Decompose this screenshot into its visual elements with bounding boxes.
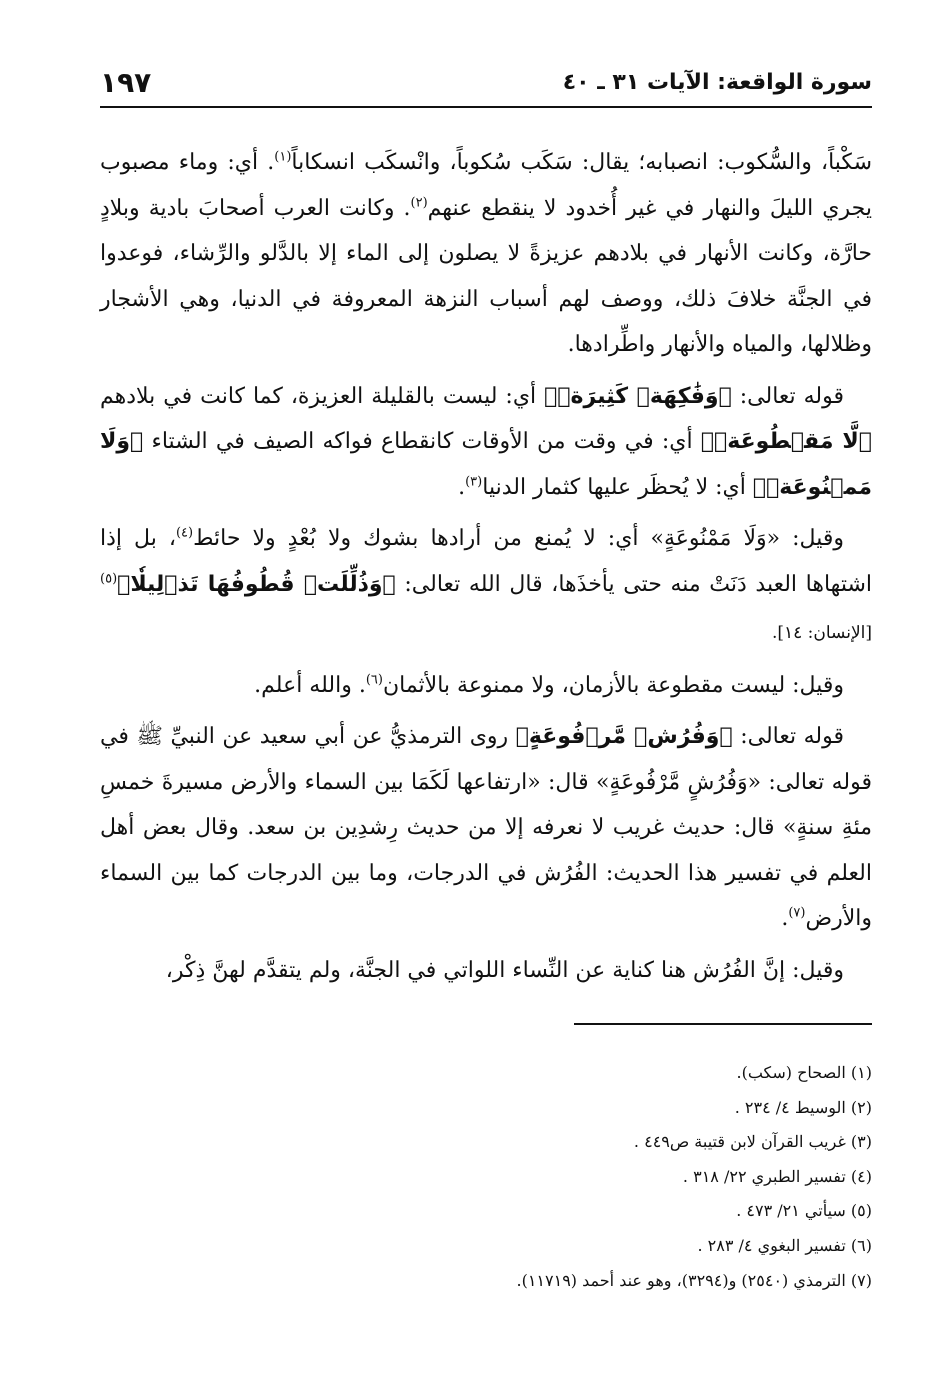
text-run: وقيل: إنَّ الفُرُش هنا كناية عن النِّساء اللواتي في الجنَّة، ولم يتقدَّم لهنَّ ذِكْر، [165,957,844,983]
footnote-separator [574,1023,872,1025]
footnote-ref: (١) [274,149,292,165]
paragraph [100,663,872,709]
paragraph [100,516,872,657]
text-run: . أي: وماء مصبوب يجري الليلَ والنهار في غير أُخدود لا ينقطع عنهم [100,150,872,221]
quran-verse: ﴿وَفَٰكِهَةٖ كَثِيرَةٖ﴾ [544,383,732,409]
paragraph [100,714,872,942]
footnote-ref: (٧) [788,905,806,921]
footnote-ref: (٢) [410,195,428,211]
footnotes [100,1056,872,1298]
footnote: (١) الصحاح (سكب). [736,1063,872,1082]
footnote: (٣) غريب القرآن لابن قتيبة ص٤٤٩ . [633,1132,872,1152]
paragraph [100,140,872,368]
footnote: (٦) تفسير البغوي ٤/ ٢٨٣ . [697,1235,872,1255]
running-title: سورة الواقعة: الآيات ٣١ ـ ٤٠ [562,70,872,95]
page-number: ١٩٧ [100,66,152,99]
footnote: (٥) سيأتي ٢١/ ٤٧٣ . [736,1201,872,1221]
text-run: سَكْباً، والسُّكوب: انصبابه؛ يقال: سَكَب سُكوباً، وانْسكَب انسكاباً [291,150,873,175]
text-run: أي: لا يُحظَر عليها كثمار الدنيا [482,474,753,500]
footnote: (٢) الوسيط ٤/ ٢٣٤ . [734,1097,872,1117]
main-text [100,140,872,999]
footnote: (٧) الترمذي (٢٥٤٠) و(٣٢٩٤)، وهو عند أحمد (١١٧١٩). [516,1270,872,1290]
text-run: . وكانت العرب أصحابَ بادية وبلادٍ حارَّة، وكانت الأنهار في بلادهم عزيزةً لا يصلون إلى الماء إلا بالدَّلو والرِّشاء، فوعدوا في الجنَّة خلافَ ذلك، ووصف لهم أسباب النزهة المعروفة في الدنيا، وهي الأشجار وظلالها، والمياه والأنهار واطِّرادها. [100,195,872,357]
paragraph [100,374,872,511]
running-header [100,66,872,108]
paragraph [100,948,872,994]
text-run: . [458,474,466,500]
text-run: قوله تعالى: [732,724,844,749]
footnote-ref: (٤) [175,525,194,541]
quran-verse: ﴿وَذُلِّلَتۡ قُطُوفُهَا تَذۡلِيلٗا﴾ [117,571,396,597]
quran-verse: ﴿لَّا مَقۡطُوعَةٖ﴾ [700,429,872,454]
verse-citation: [الإنسان: ١٤]. [771,623,872,643]
text-run: وقيل: ليست مقطوعة بالأزمان، ولا ممنوعة بالأثمان [382,672,844,698]
quran-verse: ﴿وَلَا مَمۡنُوعَةٖ﴾ [100,429,872,500]
text-run: أي: ليست بالقليلة العزيزة، كما كانت في بلادهم [100,383,545,409]
footnote-ref: (٦) [365,672,383,688]
text-run: . [781,906,789,931]
text-run: روى الترمذيُّ عن أبي سعيد عن النبيِّ ﷺ في قوله تعالى: «وَفُرُشٍ مَّرْفُوعَةٍ» قال: «ارتفاعها لَكَمَا بين السماء والأرض مسيرةَ خمسِ مئةِ سنةٍ» قال: حديث غريب لا نعرفه إلا من حديث رِشدِين بن سعد. وقال بعض أهل العلم في تفسير هذا الحديث: الفُرُش في الدرجات، وما بين الدرجات كما بين السماء والأرض [100,724,872,931]
quran-verse: ﴿وَفُرُشٖ مَّرۡفُوعَةٍ﴾ [515,724,733,749]
text-run: وقيل: «وَلَا مَمْنُوعَةٍ» أي: لا يُمنع من أرادها بشوك ولا بُعْدٍ ولا حائط [193,526,844,551]
text-run: أي: في وقت من الأوقات كانقطاع فواكه الصيف في الشتاء [143,429,701,454]
text-run: قوله تعالى: [731,383,844,409]
text-run: ، بل إذا اشتهاها العبد دَنَتْ منه حتى يأخذَها، قال الله تعالى: [100,526,872,597]
footnote-ref: (٣) [465,474,483,490]
footnote: (٤) تفسير الطبري ٢٢/ ٣١٨ . [682,1166,872,1186]
text-run: . والله أعلم. [254,672,366,698]
footnote-ref: (٥) [100,571,118,587]
